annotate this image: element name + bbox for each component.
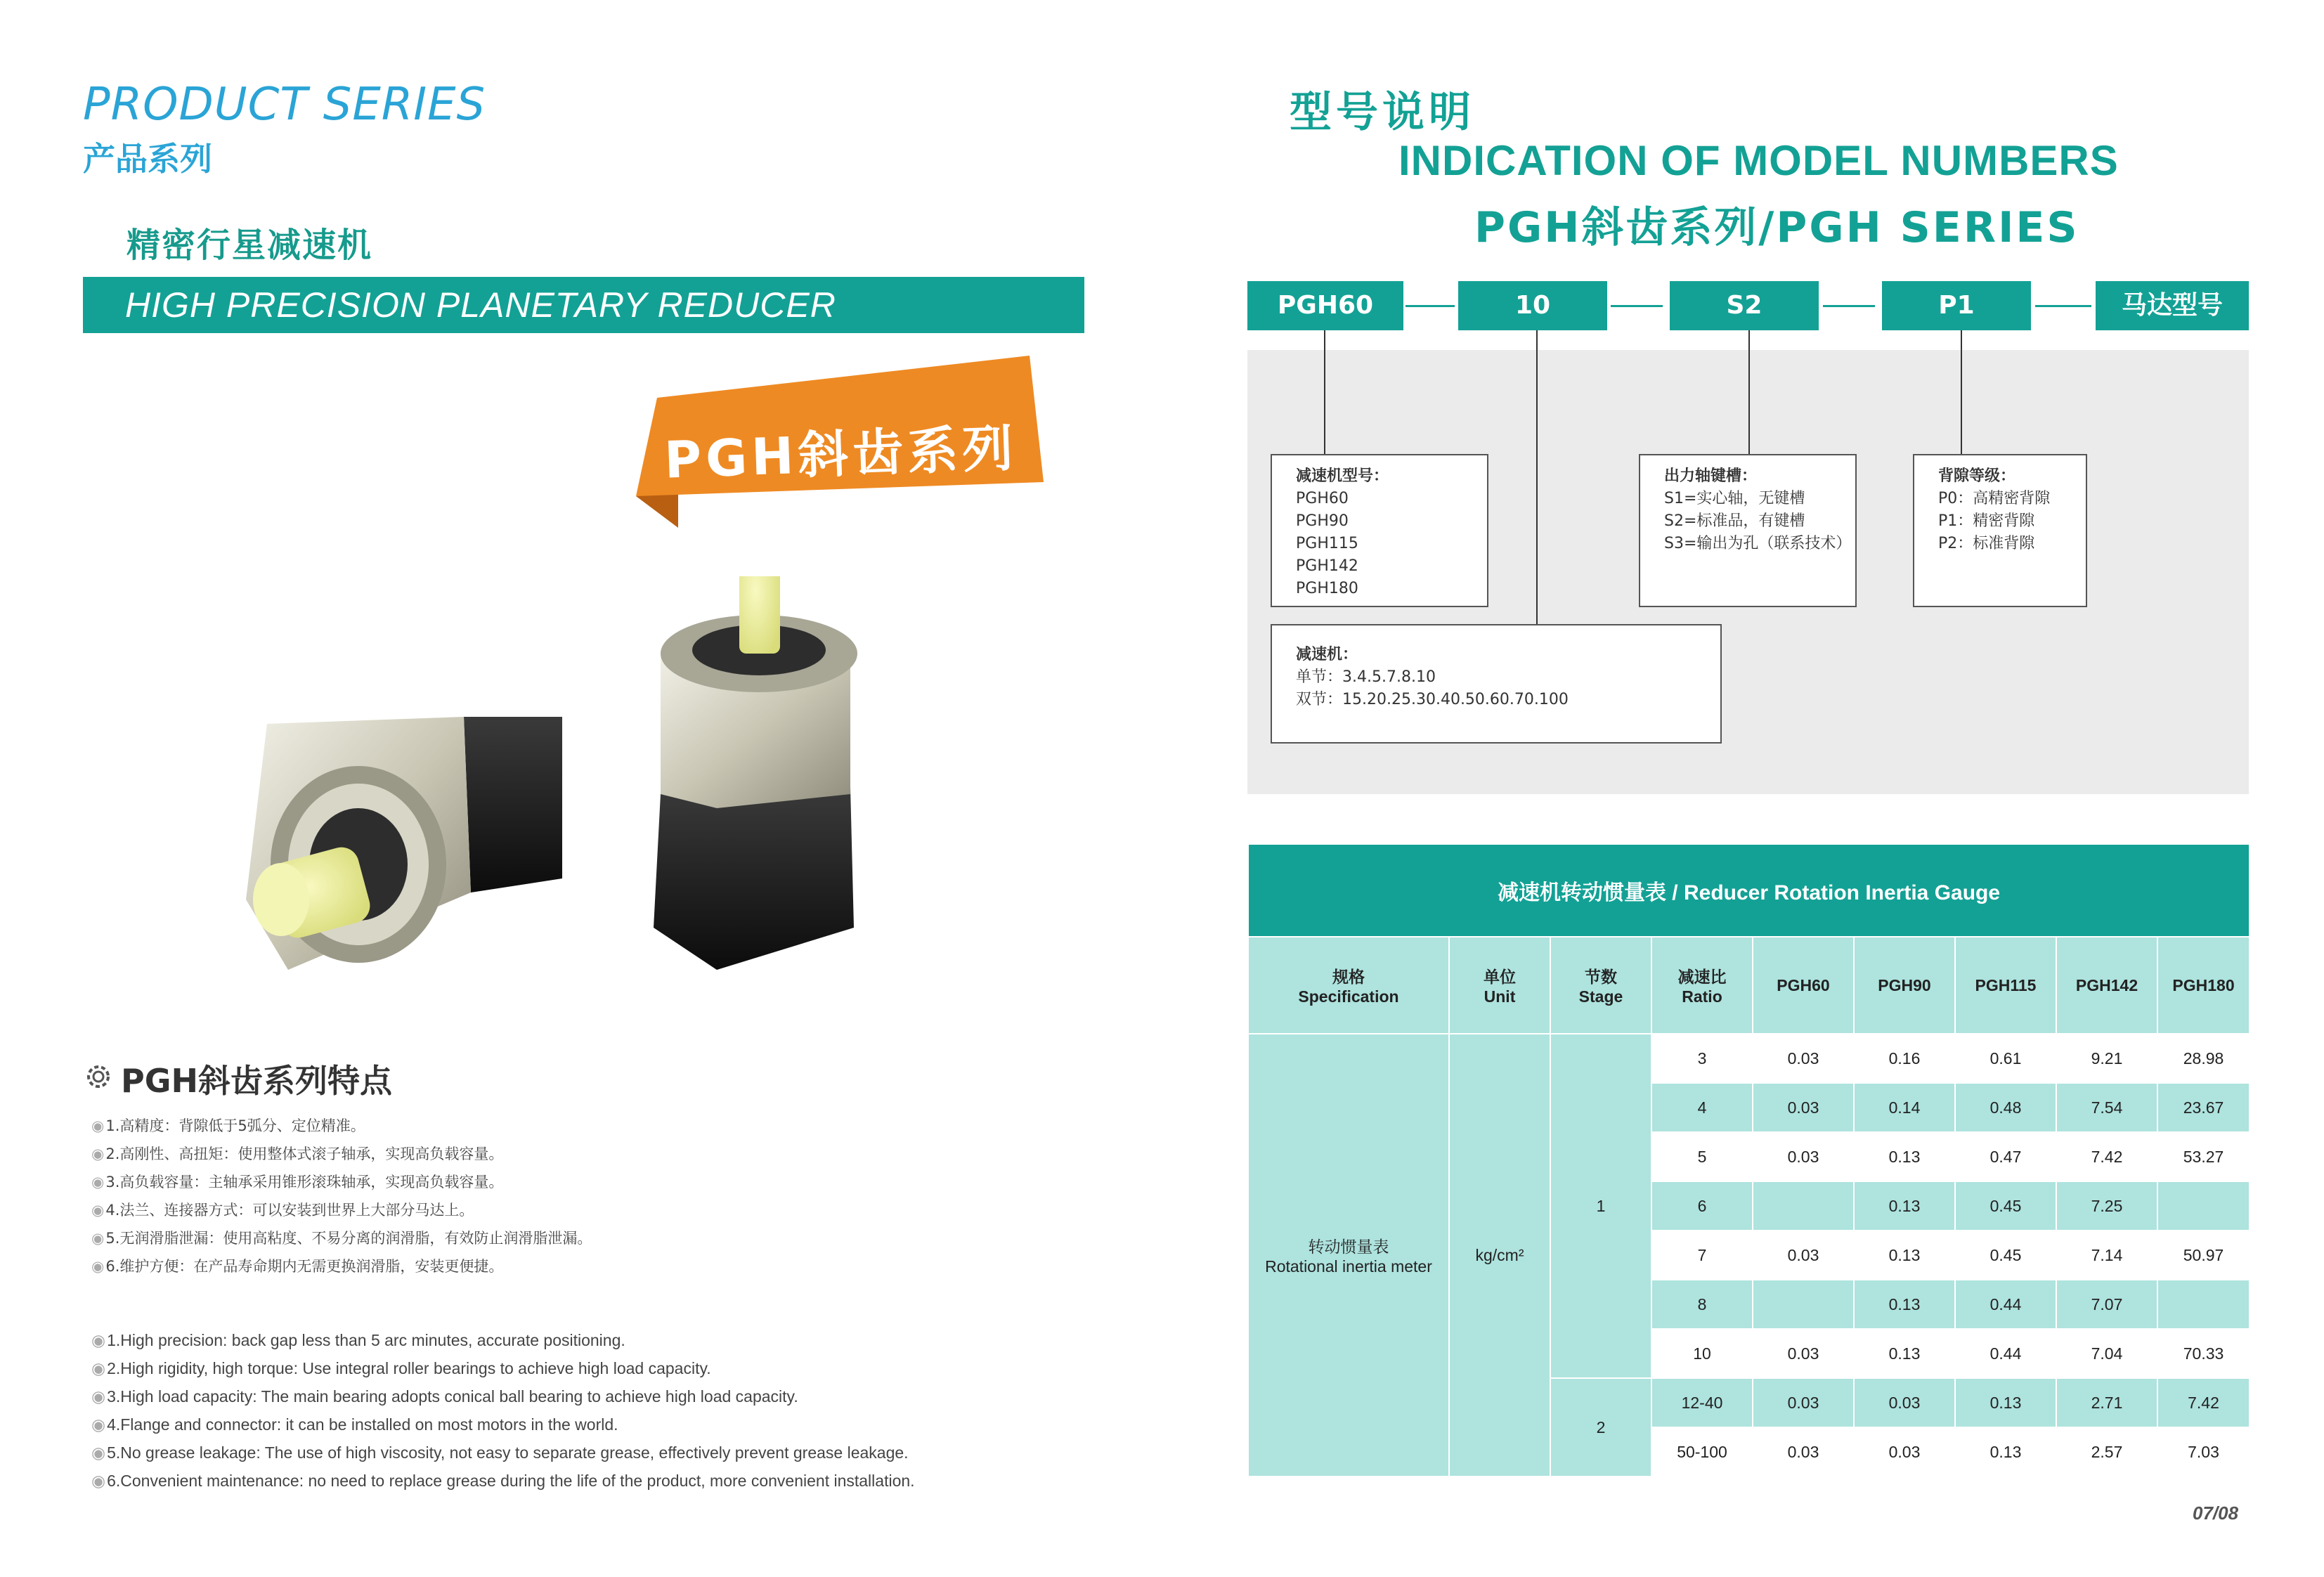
ratio-box: 减速机： 单节：3.4.5.7.8.10 双节：15.20.25.30.40.50.60.70.100 [1271,624,1722,744]
series-ribbon-label: PGH斜齿系列 [663,418,1018,490]
table-cell: 0.03 [1753,1083,1854,1132]
table-cell: 53.27 [2157,1132,2250,1181]
table-cell: 0.47 [1955,1132,2056,1181]
bullet-icon: ◉ [91,1146,105,1162]
code-connector [2035,305,2091,307]
table-cell: 0.03 [1854,1378,1955,1427]
leader-line [1748,330,1750,455]
product-title-en: HIGH PRECISION PLANETARY REDUCER [125,285,836,325]
table-cell: 5 [1651,1132,1753,1181]
table-cell: 0.45 [1955,1181,2056,1231]
table-cell: 0.03 [1753,1132,1854,1181]
table-cell: 2.57 [2056,1427,2157,1477]
table-cell: 0.16 [1854,1034,1955,1083]
table-cell [2157,1181,2250,1231]
table-cell: 0.13 [1854,1329,1955,1378]
table-cell [1753,1280,1854,1329]
code-backlash: P1 [1882,281,2031,330]
table-cell: 23.67 [2157,1083,2250,1132]
feature-en-item: ◉4.Flange and connector: it can be installed on most motors in the world. [91,1415,618,1434]
table-cell: 7.42 [2157,1378,2250,1427]
model-title-en: INDICATION OF MODEL NUMBERS [1398,137,2119,184]
spec-cell: 转动惯量表 Rotational inertia meter [1248,1034,1449,1477]
leader-line [1961,330,1962,455]
table-cell: 0.44 [1955,1329,2056,1378]
code-connector [1406,305,1455,307]
table-title: 减速机转动惯量表 / Reducer Rotation Inertia Gauge [1248,844,2250,937]
leader-line [1324,330,1325,455]
table-cell: 0.03 [1753,1378,1854,1427]
feature-en-item: ◉1.High precision: back gap less than 5 arc minutes, accurate positioning. [91,1331,625,1349]
code-ratio: 10 [1458,281,1607,330]
table-cell: 0.13 [1854,1231,1955,1280]
header-ratio: 减速比 Ratio [1651,937,1753,1034]
table-cell: 7.07 [2056,1280,2157,1329]
table-cell: 50-100 [1651,1427,1753,1477]
bullet-icon: ◉ [91,1387,106,1406]
feature-cn-item: ◉5.无润滑脂泄漏：使用高粘度、不易分离的润滑脂，有效防止润滑脂泄漏。 [91,1230,592,1247]
table-cell: 0.48 [1955,1083,2056,1132]
table-cell: 9.21 [2056,1034,2157,1083]
bullet-icon: ◉ [91,1359,106,1377]
feature-en-item: ◉6.Convenient maintenance: no need to replace grease during the life of the product, more convenient installation. [91,1472,915,1490]
reducer-product-photos [232,576,907,998]
series-title-cn: 产品系列 [83,140,212,178]
stage-cell: 1 [1550,1034,1651,1378]
table-cell [1753,1181,1854,1231]
feature-cn-item: ◉4.法兰、连接器方式：可以安装到世界上大部分马达上。 [91,1202,474,1219]
table-cell: 0.13 [1854,1280,1955,1329]
table-cell: 0.03 [1753,1329,1854,1378]
stage-cell: 2 [1550,1378,1651,1477]
feature-en-item: ◉3.High load capacity: The main bearing adopts conical ball bearing to achieve high load capacity. [91,1387,798,1406]
table-cell: 0.13 [1955,1427,2056,1477]
table-cell: 0.03 [1753,1034,1854,1083]
table-cell: 0.45 [1955,1231,2056,1280]
header-model: PGH142 [2056,937,2157,1034]
page-number: 07/08 [2193,1503,2239,1524]
feature-cn-item: ◉1.高精度：背隙低于5弧分、定位精准。 [91,1117,365,1134]
table-cell: 12-40 [1651,1378,1753,1427]
table-cell: 7.54 [2056,1083,2157,1132]
feature-cn-item: ◉6.维护方便：在产品寿命期内无需更换润滑脂，安装更便捷。 [91,1258,504,1275]
header-model: PGH180 [2157,937,2250,1034]
series-title-en: PRODUCT SERIES [83,79,486,131]
inertia-table [1247,843,2250,1477]
table-cell: 4 [1651,1083,1753,1132]
table-cell: 0.13 [1854,1132,1955,1181]
bullet-icon: ◉ [91,1443,106,1462]
header-spec: 规格 Specification [1248,937,1449,1034]
shaft-box: 出力轴键槽： S1=实心轴，无键槽 S2=标准品，有键槽 S3=输出为孔（联系技术） [1639,454,1857,607]
code-connector [1823,305,1875,307]
code-connector [1611,305,1663,307]
bullet-icon: ◉ [91,1331,106,1349]
table-cell: 0.13 [1854,1181,1955,1231]
table-cell: 0.03 [1854,1427,1955,1477]
bullet-icon: ◉ [91,1415,106,1434]
feature-en-item: ◉2.High rigidity, high torque: Use integral roller bearings to achieve high load capacity. [91,1359,711,1377]
bullet-icon: ◉ [91,1472,106,1490]
bullet-icon: ◉ [91,1174,105,1190]
model-title-cn: 型号说明 [1290,88,1475,137]
backlash-box: 背隙等级： P0：高精密背隙 P1：精密背隙 P2：标准背隙 [1913,454,2087,607]
table-cell: 28.98 [2157,1034,2250,1083]
bullet-icon: ◉ [91,1230,105,1247]
model-box: 减速机型号： PGH60 PGH90 PGH115 PGH142 PGH180 [1271,454,1488,607]
header-model: PGH115 [1955,937,2056,1034]
gear-icon [83,1061,114,1092]
code-model: PGH60 [1247,281,1403,330]
table-cell: 7.14 [2056,1231,2157,1280]
table-cell: 0.03 [1753,1427,1854,1477]
table-cell: 2.71 [2056,1378,2157,1427]
unit-cell: kg/cm² [1449,1034,1550,1477]
header-model: PGH90 [1854,937,1955,1034]
code-shaft: S2 [1670,281,1819,330]
table-cell: 0.03 [1753,1231,1854,1280]
table-cell: 0.13 [1955,1378,2056,1427]
code-motor: 马达型号 [2096,281,2249,330]
table-cell [2157,1280,2250,1329]
model-series-title: PGH斜齿系列/PGH SERIES [1474,203,2079,252]
product-title-cn: 精密行星减速机 [126,226,373,265]
bullet-icon: ◉ [91,1258,105,1275]
header-model: PGH60 [1753,937,1854,1034]
table-cell: 7 [1651,1231,1753,1280]
feature-cn-item: ◉2.高刚性、高扭矩：使用整体式滚子轴承，实现高负载容量。 [91,1146,504,1162]
leader-line [1536,330,1538,627]
table-row [1248,1034,2250,1083]
table-cell: 7.25 [2056,1181,2157,1231]
table-cell: 0.14 [1854,1083,1955,1132]
bullet-icon: ◉ [91,1117,105,1134]
table-cell: 3 [1651,1034,1753,1083]
header-stage: 节数 Stage [1550,937,1651,1034]
features-title: PGH斜齿系列特点 [121,1062,392,1100]
table-cell: 7.04 [2056,1329,2157,1378]
table-cell: 0.61 [1955,1034,2056,1083]
table-cell: 8 [1651,1280,1753,1329]
table-cell: 70.33 [2157,1329,2250,1378]
feature-en-item: ◉5.No grease leakage: The use of high viscosity, not easy to separate grease, effectively prevent grease leakage. [91,1443,909,1462]
table-cell: 50.97 [2157,1231,2250,1280]
feature-cn-item: ◉3.高负载容量：主轴承采用锥形滚珠轴承，实现高负载容量。 [91,1174,504,1190]
table-cell: 10 [1651,1329,1753,1378]
bullet-icon: ◉ [91,1202,105,1219]
table-cell: 7.03 [2157,1427,2250,1477]
table-cell: 0.44 [1955,1280,2056,1329]
header-unit: 单位 Unit [1449,937,1550,1034]
table-cell: 7.42 [2056,1132,2157,1181]
table-cell: 6 [1651,1181,1753,1231]
